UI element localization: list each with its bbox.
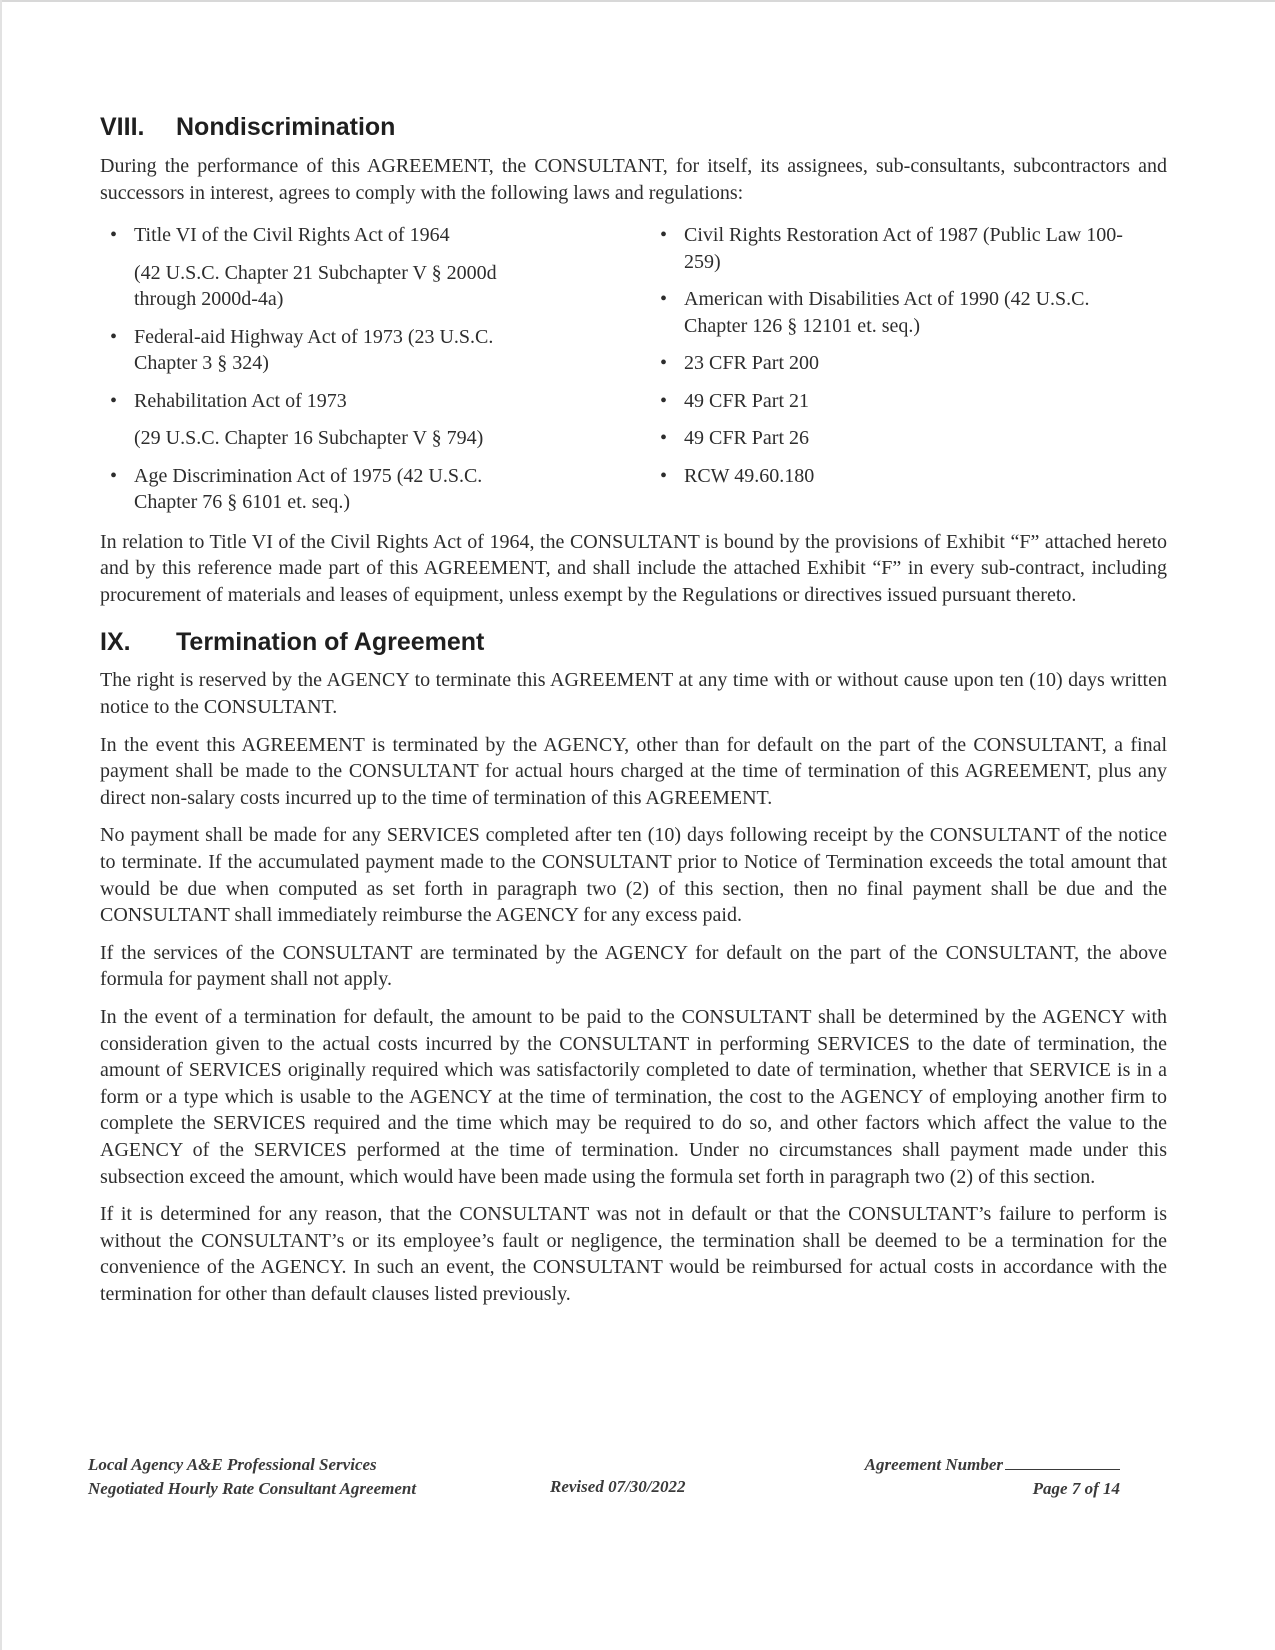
list-item-citation: (42 U.S.C. Chapter 21 Subchapter V § 2000d through 2000d-4a): [134, 261, 497, 311]
bullet-icon: •: [110, 224, 118, 247]
bullet-icon: •: [110, 325, 118, 348]
nondiscrimination-intro: During the performance of this AGREEMENT, the CONSULTANT, for itself, its assignees, sub-consultants, subcontractors and successors in interest, agrees to comply with the following laws and regulations:: [100, 155, 1167, 204]
section-heading-nondiscrimination: [100, 112, 1167, 142]
agreement-number-blank: [1005, 1453, 1120, 1470]
page-content: [100, 112, 1167, 1308]
footer-agreement-info: [865, 1453, 1120, 1501]
list-item-citation: (29 U.S.C. Chapter 16 Subchapter V § 794): [134, 427, 484, 450]
bullet-icon: •: [660, 389, 668, 412]
footer-title-line: Local Agency A&E Professional Services: [88, 1455, 377, 1474]
agreement-number-line: [865, 1453, 1120, 1477]
section-title: Termination of Agreement: [176, 628, 485, 657]
bullet-icon: •: [660, 464, 668, 487]
section-title: Nondiscrimination: [176, 113, 396, 141]
footer-title-line: Negotiated Hourly Rate Consultant Agreement: [88, 1479, 417, 1498]
list-item: • Civil Rights Restoration Act of 1987 (Public Law 100-259): [650, 222, 1150, 275]
bullet-icon: •: [110, 389, 118, 412]
list-item: • 49 CFR Part 21: [650, 388, 1150, 415]
bullet-icon: •: [660, 427, 668, 450]
list-item: • Age Discrimination Act of 1975 (42 U.S.C. Chapter 76 § 6101 et. seq.): [100, 463, 650, 516]
termination-paragraph: No payment shall be made for any SERVICES completed after ten (10) days following receipt by the CONSULTANT of the notice to terminate. If the accumulated payment made to the CONSULTANT prior to Notice of Termination exceeds the total amount that would be due when computed as set forth in paragraph two (2) of this section, then no final payment shall be due and the CONSULTANT shall immediately reimburse the AGENCY for any excess paid.: [100, 824, 1167, 927]
bullet-icon: •: [660, 352, 668, 375]
list-item: • RCW 49.60.180: [650, 463, 1150, 490]
termination-paragraph: In the event this AGREEMENT is terminated by the AGENCY, other than for default on the part of the CONSULTANT, a final payment shall be made to the CONSULTANT for actual hours charged at the time of termination of this AGREEMENT, plus any direct non-salary costs incurred up to the time of termination of this AGREEMENT.: [100, 733, 1167, 809]
list-item: • Title VI of the Civil Rights Act of 1964: [100, 222, 650, 249]
list-item: • Federal-aid Highway Act of 1973 (23 U.S.C. Chapter 3 § 324): [100, 324, 650, 377]
bullet-icon: •: [660, 224, 668, 247]
section-number: IX.: [100, 628, 131, 657]
bullet-icon: •: [660, 288, 668, 311]
termination-paragraph: If the services of the CONSULTANT are terminated by the AGENCY for default on the part of the CONSULTANT, the above formula for payment shall not apply.: [100, 941, 1167, 991]
top-edge-rule: [0, 0, 1275, 2]
laws-column-right: [650, 222, 1150, 527]
bullet-icon: •: [110, 464, 118, 487]
termination-paragraph: If it is determined for any reason, that the CONSULTANT was not in default or that the CONSULTANT’s failure to perform is without the CONSULTANT’s or its employee’s fault or negligence, the termination shall be deemed to be a termination for the convenience of the AGENCY. In such an event, the CONSULTANT would be reimbursed for actual costs in accordance with the termination for other than default clauses listed previously.: [100, 1203, 1167, 1305]
section-heading-termination: [100, 627, 1167, 657]
list-item: • 49 CFR Part 26: [650, 425, 1150, 452]
termination-paragraph: The right is reserved by the AGENCY to terminate this AGREEMENT at any time with or without cause upon ten (10) days written notice to the CONSULTANT.: [100, 669, 1167, 719]
termination-paragraph: In the event of a termination for default, the amount to be paid to the CONSULTANT shall be determined by the AGENCY with consideration given to the actual costs incurred by the CONSULTANT in performing SERVICES to the date of termination, the amount of SERVICES originally required which was satisfactorily completed to date of termination, whether that SERVICE is in a form or a type which is usable to the AGENCY at the time of termination, the cost to the AGENCY of employing another firm to complete the SERVICES required and the time which may be required to do so, and other factors which affect the value to the AGENCY of the SERVICES performed at the time of termination. Under no circumstances shall payment made under this subsection exceed the amount, which would have been made using the formula set forth in paragraph two (2) of this section.: [100, 1006, 1167, 1188]
laws-column-left: [100, 222, 650, 527]
list-item: • American with Disabilities Act of 1990 (42 U.S.C. Chapter 126 § 12101 et. seq.): [650, 286, 1150, 339]
left-edge-rule: [0, 0, 2, 1650]
list-item: • Rehabilitation Act of 1973: [100, 388, 650, 415]
footer-document-title: [88, 1453, 416, 1501]
page-number: Page 7 of 14: [1032, 1479, 1120, 1498]
laws-list: [100, 222, 1167, 527]
list-item: • 23 CFR Part 200: [650, 350, 1150, 377]
title-vi-paragraph: In relation to Title VI of the Civil Rights Act of 1964, the CONSULTANT is bound by the provisions of Exhibit “F” attached hereto and by this reference made part of this AGREEMENT, and shall include the attached Exhibit “F” in every sub-contract, including procurement of materials and leases of equipment, unless exempt by the Regulations or directives issued pursuant thereto.: [100, 530, 1167, 606]
agreement-number-label: Agreement Number: [864, 1455, 1003, 1474]
page-footer: [88, 1453, 1120, 1503]
section-number: VIII.: [100, 113, 145, 141]
footer-revised-date: Revised 07/30/2022: [550, 1477, 686, 1496]
